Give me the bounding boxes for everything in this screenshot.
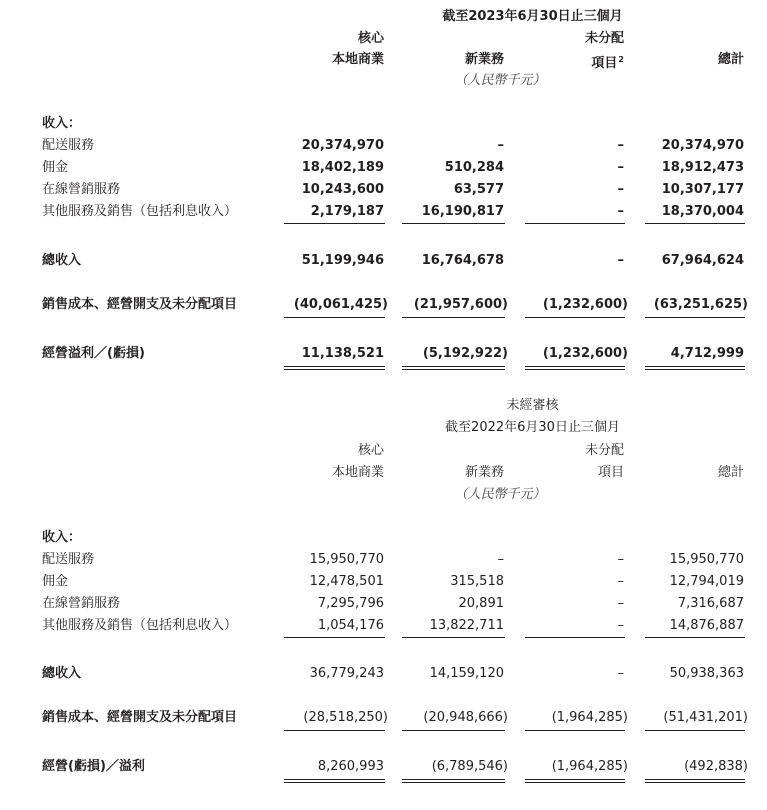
row-label: 總收入 bbox=[42, 666, 82, 681]
cell-total: 18,912,473 bbox=[661, 160, 744, 175]
cell-new-initiatives: 16,764,678 bbox=[421, 253, 504, 268]
footnote-marker: 2 bbox=[618, 55, 624, 64]
cell-total: 7,316,687 bbox=[677, 596, 744, 611]
cell-core-local: 18,402,189 bbox=[301, 160, 384, 175]
cell-total: 15,950,770 bbox=[669, 552, 744, 567]
cell-unallocated: (1,232,600) bbox=[542, 346, 628, 361]
cell-unallocated: (1,964,285) bbox=[551, 759, 628, 774]
cell-core-local: 1,054,176 bbox=[317, 618, 384, 633]
col-core-local-line1: 核心 bbox=[357, 31, 384, 46]
row-label: 經營溢利／(虧損) bbox=[42, 346, 145, 361]
cell-new-initiatives: (21,957,600) bbox=[413, 297, 508, 312]
subtotal-rule bbox=[525, 223, 625, 224]
revenue-heading: 收入： bbox=[42, 530, 82, 545]
subtotal-rule bbox=[284, 637, 385, 638]
subtotal-rule bbox=[645, 730, 745, 731]
cell-new-initiatives: 14,159,120 bbox=[429, 666, 504, 681]
cell-new-initiatives: 510,284 bbox=[444, 160, 504, 175]
subtotal-rule bbox=[525, 637, 625, 638]
col-total: 總計 bbox=[717, 465, 744, 480]
cell-unallocated: (1,964,285) bbox=[551, 710, 628, 725]
subtotal-rule bbox=[402, 730, 505, 731]
col-core-local-line1: 核心 bbox=[357, 443, 384, 458]
total-double-rule bbox=[402, 366, 505, 370]
total-double-rule bbox=[525, 366, 625, 370]
row-label: 銷售成本、經營開支及未分配項目 bbox=[42, 297, 238, 312]
period-heading: 截至2022年6月30日止三個月 bbox=[445, 420, 620, 435]
cell-core-local: 12,478,501 bbox=[309, 574, 384, 589]
cell-new-initiatives: 315,518 bbox=[450, 574, 504, 589]
cell-total: (51,431,201) bbox=[663, 710, 748, 725]
subtotal-rule bbox=[525, 730, 625, 731]
subtotal-rule bbox=[645, 223, 745, 224]
subtotal-rule bbox=[284, 317, 385, 318]
total-double-rule bbox=[284, 779, 385, 783]
subtotal-rule bbox=[284, 223, 385, 224]
cell-core-local: 36,779,243 bbox=[309, 666, 384, 681]
cell-unallocated: – bbox=[617, 160, 624, 175]
cell-total: 67,964,624 bbox=[661, 253, 744, 268]
unit-label: （人民幣千元） bbox=[454, 73, 546, 88]
cell-total: 10,307,177 bbox=[661, 182, 744, 197]
subtotal-rule bbox=[402, 637, 505, 638]
cell-unallocated: – bbox=[617, 253, 624, 268]
cell-unallocated: – bbox=[617, 574, 624, 589]
col-unallocated-line1: 未分配 bbox=[584, 443, 624, 458]
row-label: 配送服務 bbox=[42, 552, 95, 567]
cell-total: 4,712,999 bbox=[670, 346, 744, 361]
cell-core-local: 51,199,946 bbox=[301, 253, 384, 268]
revenue-heading: 收入： bbox=[42, 116, 82, 131]
col-unallocated-line2: 項目 bbox=[597, 465, 624, 480]
cell-core-local: 11,138,521 bbox=[301, 346, 384, 361]
cell-unallocated: (1,232,600) bbox=[542, 297, 628, 312]
total-double-rule bbox=[645, 366, 745, 370]
row-label: 其他服務及銷售（包括利息收入） bbox=[42, 618, 238, 633]
cell-unallocated: – bbox=[617, 182, 624, 197]
col-new-initiatives: 新業務 bbox=[464, 52, 504, 67]
subtotal-rule bbox=[645, 317, 745, 318]
col-new-initiatives: 新業務 bbox=[464, 465, 504, 480]
row-label: 在線營銷服務 bbox=[42, 596, 121, 611]
subtotal-rule bbox=[645, 637, 745, 638]
cell-new-initiatives: – bbox=[497, 552, 504, 567]
cell-total: 50,938,363 bbox=[669, 666, 744, 681]
cell-new-initiatives: 13,822,711 bbox=[429, 618, 504, 633]
col-core-local-line2: 本地商業 bbox=[331, 465, 384, 480]
row-label: 銷售成本、經營開支及未分配項目 bbox=[42, 710, 238, 725]
cell-new-initiatives: 16,190,817 bbox=[421, 204, 504, 219]
total-double-rule bbox=[525, 779, 625, 783]
row-label: 其他服務及銷售（包括利息收入） bbox=[42, 204, 238, 219]
total-double-rule bbox=[645, 779, 745, 783]
cell-core-local: (40,061,425) bbox=[293, 297, 388, 312]
cell-total: 18,370,004 bbox=[661, 204, 744, 219]
row-label: 在線營銷服務 bbox=[42, 182, 121, 197]
cell-unallocated: – bbox=[617, 666, 624, 681]
subtotal-rule bbox=[402, 223, 505, 224]
col-unallocated-line2: 項目$^2$ bbox=[591, 55, 624, 71]
col-unallocated-line1: 未分配 bbox=[584, 31, 624, 46]
cell-new-initiatives: (20,948,666) bbox=[423, 710, 508, 725]
cell-new-initiatives: (5,192,922) bbox=[422, 346, 508, 361]
cell-total: (492,838) bbox=[684, 759, 748, 774]
cell-new-initiatives: 20,891 bbox=[458, 596, 504, 611]
cell-new-initiatives: – bbox=[497, 138, 504, 153]
col-core-local-line2: 本地商業 bbox=[331, 52, 384, 67]
cell-total: 14,876,887 bbox=[669, 618, 744, 633]
cell-unallocated: – bbox=[617, 138, 624, 153]
audit-note: 未經審核 bbox=[506, 398, 559, 413]
total-double-rule bbox=[402, 779, 505, 783]
cell-core-local: 15,950,770 bbox=[309, 552, 384, 567]
period-heading: 截至2023年6月30日止三個月 bbox=[442, 9, 623, 24]
unit-label: （人民幣千元） bbox=[454, 487, 546, 502]
row-label: 配送服務 bbox=[42, 138, 95, 153]
subtotal-rule bbox=[284, 730, 385, 731]
subtotal-rule bbox=[525, 317, 625, 318]
cell-core-local: (28,518,250) bbox=[303, 710, 388, 725]
row-label: 佣金 bbox=[42, 574, 69, 589]
cell-new-initiatives: (6,789,546) bbox=[431, 759, 508, 774]
subtotal-rule bbox=[402, 317, 505, 318]
cell-new-initiatives: 63,577 bbox=[453, 182, 504, 197]
row-label: 總收入 bbox=[42, 253, 82, 268]
cell-total: 20,374,970 bbox=[661, 138, 744, 153]
total-double-rule bbox=[284, 366, 385, 370]
cell-total: (63,251,625) bbox=[653, 297, 748, 312]
cell-unallocated: – bbox=[617, 596, 624, 611]
cell-core-local: 20,374,970 bbox=[301, 138, 384, 153]
row-label: 經營(虧損)／溢利 bbox=[42, 759, 145, 774]
col-total: 總計 bbox=[717, 52, 744, 67]
row-label: 佣金 bbox=[42, 160, 69, 175]
cell-unallocated: – bbox=[617, 618, 624, 633]
cell-core-local: 10,243,600 bbox=[301, 182, 384, 197]
cell-core-local: 7,295,796 bbox=[317, 596, 384, 611]
cell-total: 12,794,019 bbox=[669, 574, 744, 589]
cell-core-local: 8,260,993 bbox=[317, 759, 384, 774]
cell-unallocated: – bbox=[617, 204, 624, 219]
cell-core-local: 2,179,187 bbox=[310, 204, 384, 219]
cell-unallocated: – bbox=[617, 552, 624, 567]
